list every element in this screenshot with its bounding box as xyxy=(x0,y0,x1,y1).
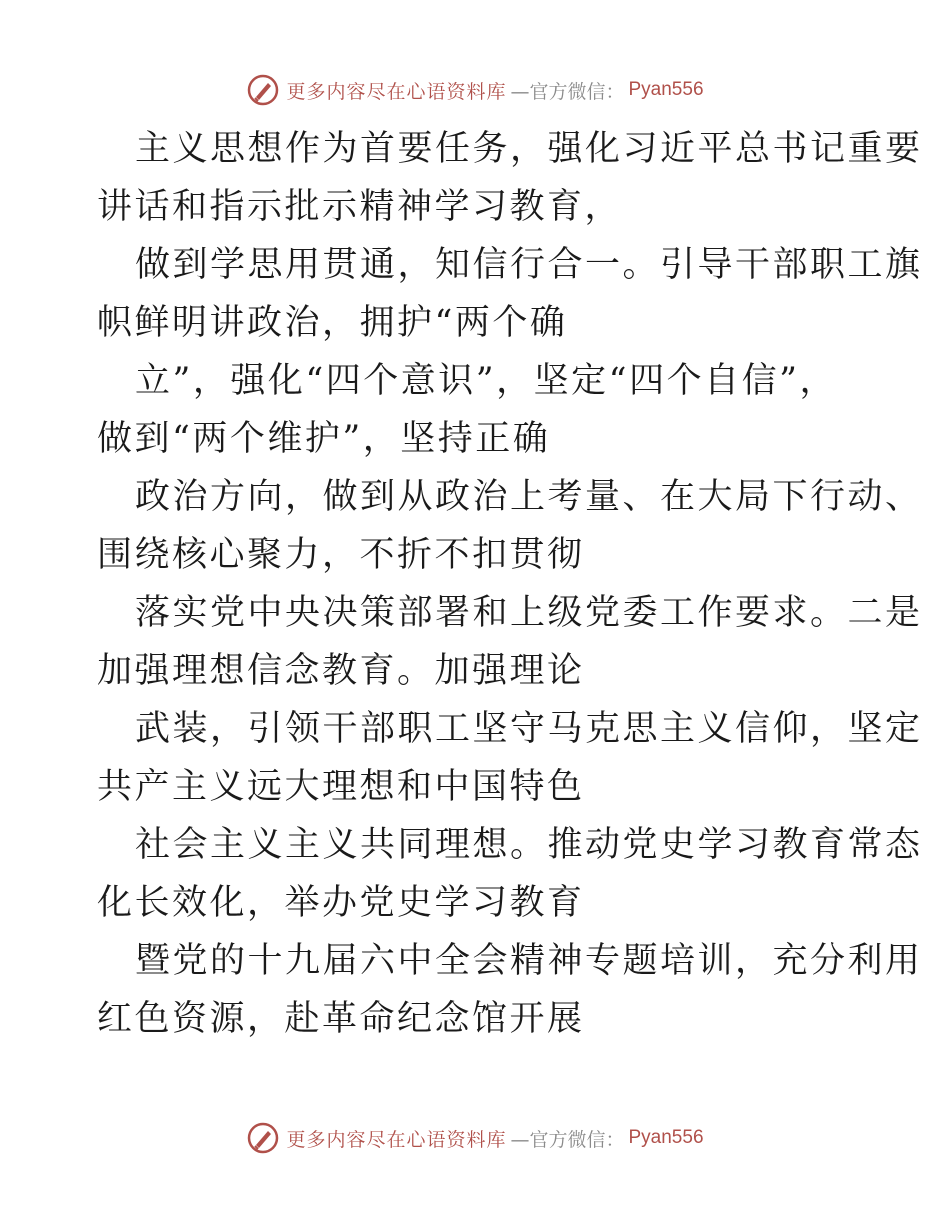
text-line: 共产主义远大理想和中国特色 xyxy=(97,767,585,807)
text-line: 做到“两个维护”，坚持正确 xyxy=(97,419,551,459)
header-text: 更多内容尽在心语资料库 xyxy=(286,80,507,103)
header-banner xyxy=(0,70,950,110)
header-separator: —官方微信： xyxy=(510,80,625,103)
text-line: 主义思想作为首要任务，强化习近平总书记重要 xyxy=(135,129,923,169)
text-line: 武装，引领干部职工坚守马克思主义信仰，坚定 xyxy=(135,709,923,749)
text-line: 加强理想信念教育。加强理论 xyxy=(97,651,585,691)
text-line: 红色资源，赴革命纪念馆开展 xyxy=(97,999,585,1039)
footer-separator: —官方微信： xyxy=(510,1128,625,1151)
footer-banner xyxy=(0,1118,950,1158)
text-line: 讲话和指示批示精神学习教育， xyxy=(97,187,623,227)
fountain-pen-logo-icon xyxy=(246,73,280,107)
text-line: 做到学思用贯通，知信行合一。引导干部职工旗 xyxy=(135,245,923,285)
text-line: 围绕核心聚力，不折不扣贯彻 xyxy=(97,535,585,575)
text-line: 帜鲜明讲政治，拥护“两个确 xyxy=(97,303,568,343)
document-body xyxy=(97,120,923,1048)
footer-handle: Pyan556 xyxy=(628,1127,704,1148)
text-line: 暨党的十九届六中全会精神专题培训，充分利用 xyxy=(135,941,923,981)
text-line: 政治方向，做到从政治上考量、在大局下行动、 xyxy=(135,477,923,517)
text-line: 立”，强化“四个意识”，坚定“四个自信”， xyxy=(135,361,837,401)
header-handle: Pyan556 xyxy=(628,79,704,100)
fountain-pen-logo-icon xyxy=(246,1121,280,1155)
text-line: 化长效化，举办党史学习教育 xyxy=(97,883,585,923)
footer-text: 更多内容尽在心语资料库 xyxy=(286,1128,507,1151)
text-line: 落实党中央决策部署和上级党委工作要求。二是 xyxy=(135,593,923,633)
text-line: 社会主义主义共同理想。推动党史学习教育常态 xyxy=(135,825,923,865)
